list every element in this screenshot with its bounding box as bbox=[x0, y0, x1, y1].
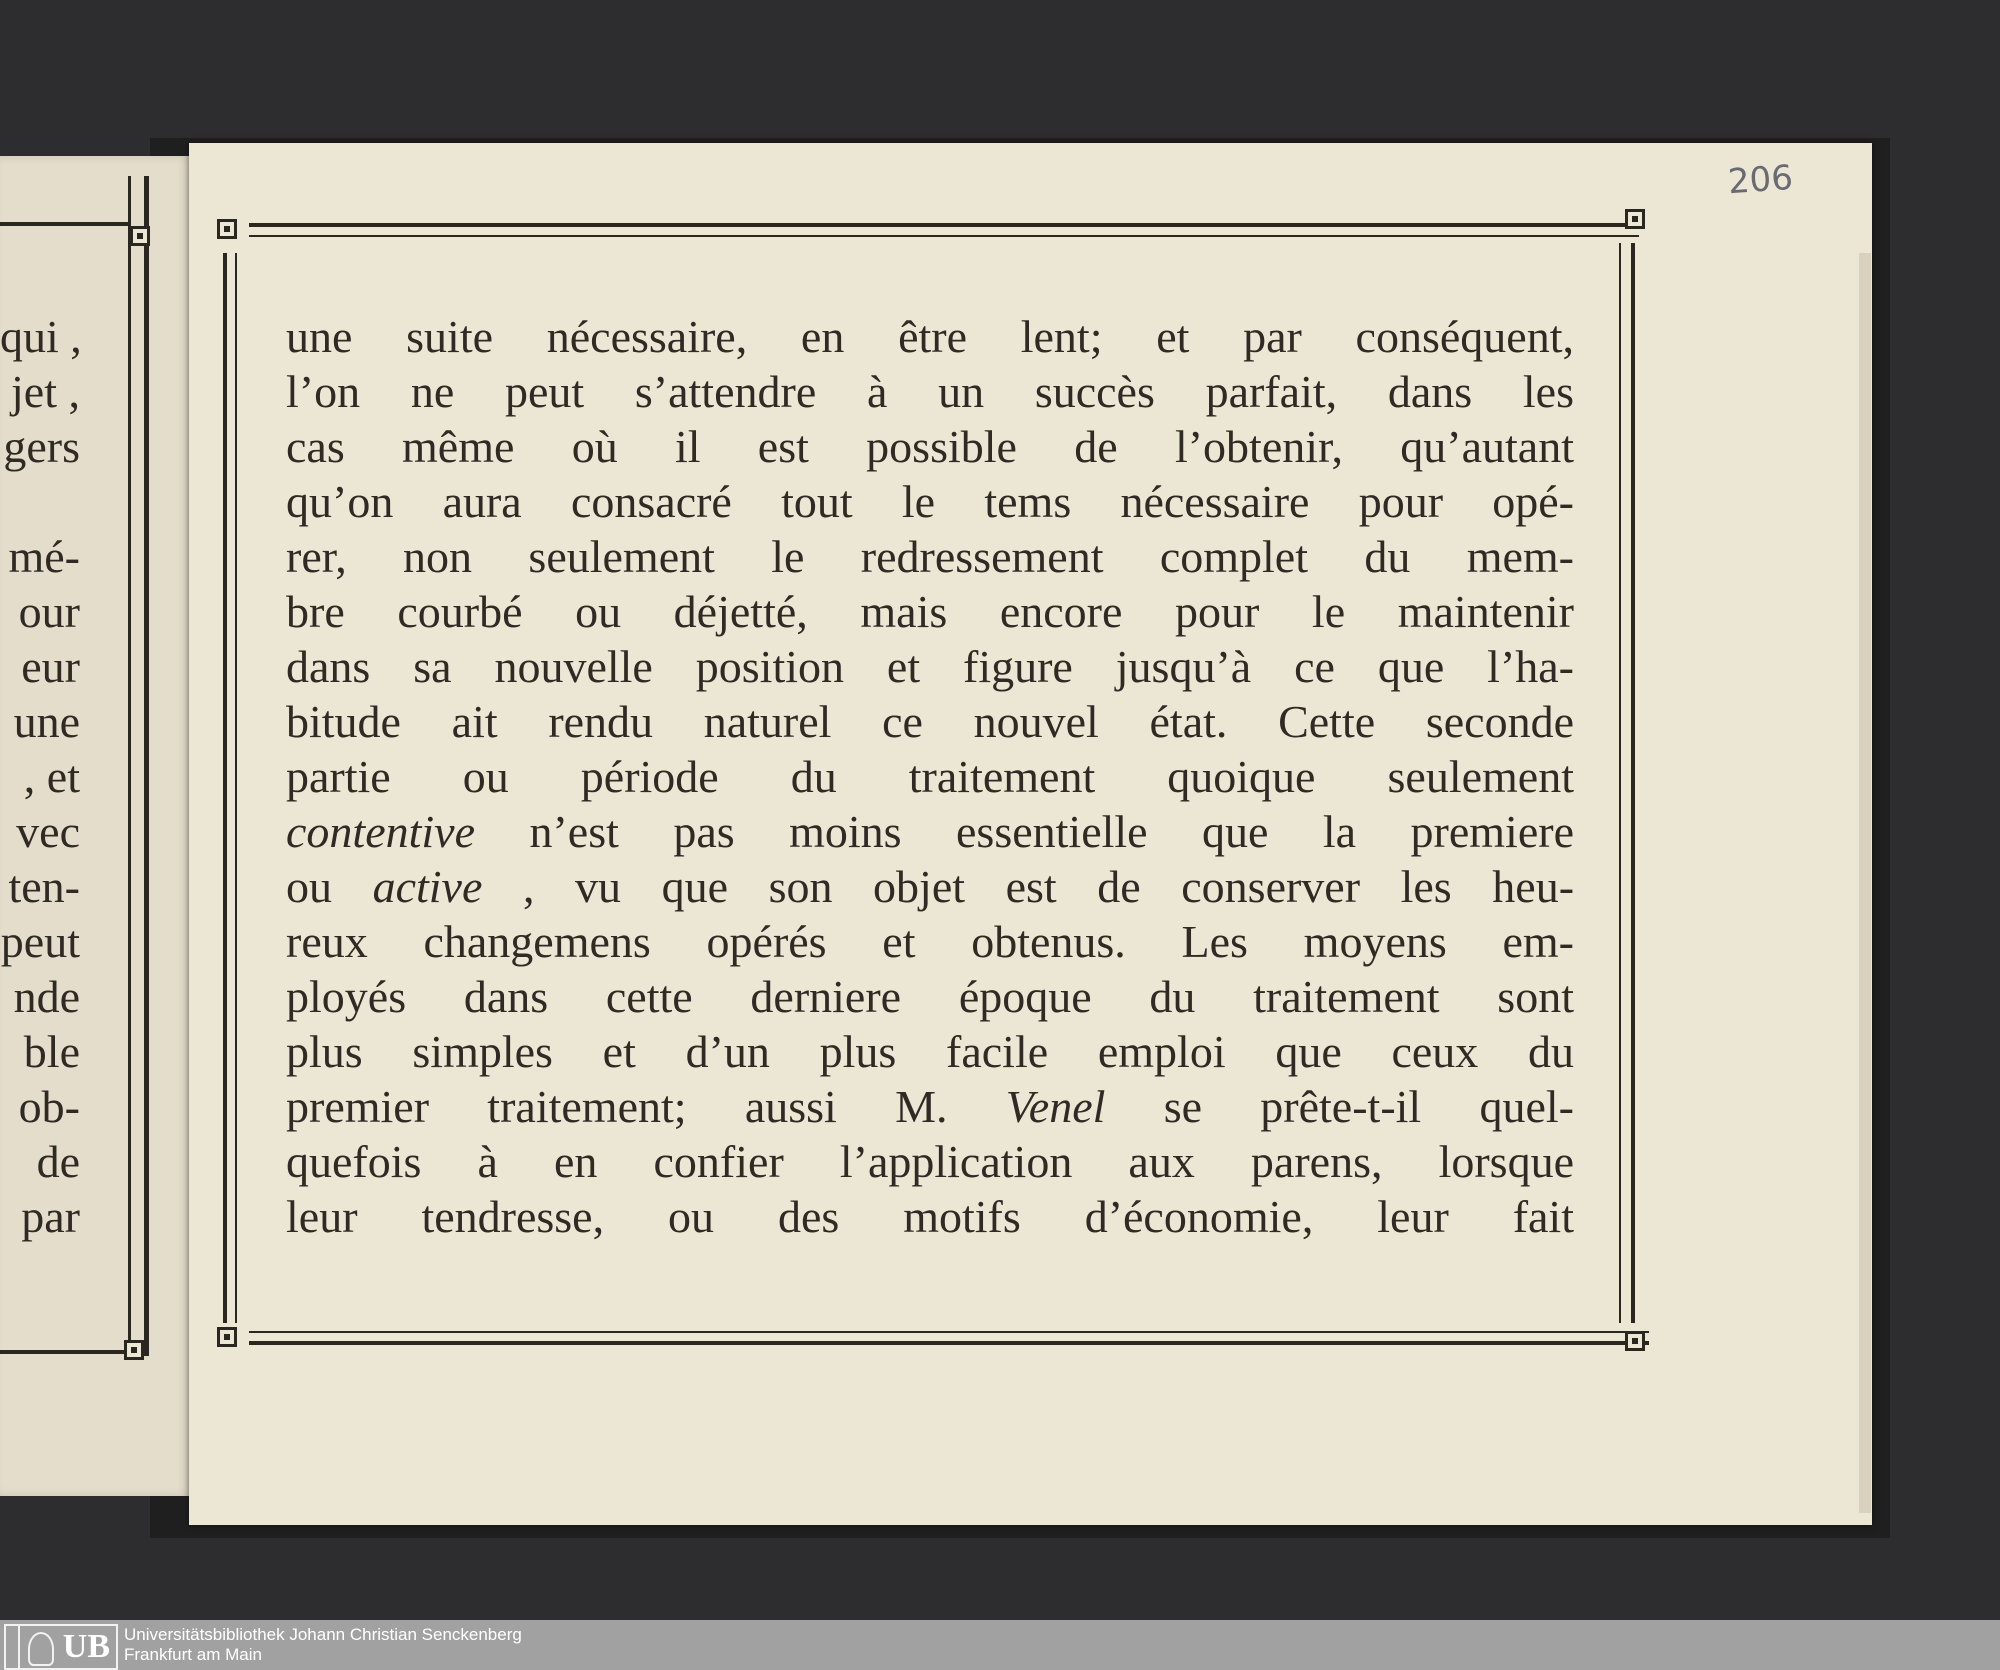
italic-word: active bbox=[372, 861, 483, 912]
left-page-line: nde bbox=[13, 971, 80, 1022]
left-page-line: gers bbox=[3, 421, 80, 472]
text-line bbox=[286, 694, 1574, 749]
frame-right-inner-line bbox=[1619, 243, 1621, 1323]
text-line bbox=[286, 859, 1574, 914]
text-segment: l’on ne peut s’attendre à un succès parfait, dans les bbox=[286, 366, 1574, 417]
page-edge bbox=[1859, 253, 1871, 1513]
main-text-block bbox=[286, 309, 1574, 1244]
text-segment: plus simples et d’un plus facile emploi que ceux du bbox=[286, 1026, 1574, 1077]
left-page-line: peut bbox=[0, 916, 80, 967]
frame-right-outer-line bbox=[1631, 243, 1635, 1323]
frame-bottom-outer-line bbox=[249, 1341, 1649, 1345]
frame-top-inner-line bbox=[249, 235, 1639, 237]
text-line bbox=[286, 529, 1574, 584]
text-segment: rer, non seulement le redressement complet du mem- bbox=[286, 531, 1574, 582]
frame-top-outer-line bbox=[249, 223, 1639, 227]
frame-corner-ornament bbox=[1625, 209, 1645, 229]
left-frame-corner-ornament bbox=[124, 1340, 144, 1360]
frame-corner-ornament bbox=[1625, 1331, 1645, 1351]
logo-columns-icon bbox=[4, 1626, 20, 1668]
text-segment: bitude ait rendu naturel ce nouvel état. Cette seconde bbox=[286, 696, 1574, 747]
text-line bbox=[286, 419, 1574, 474]
left-page-line: jet , bbox=[11, 366, 80, 417]
left-page-line: eur bbox=[21, 641, 80, 692]
italic-word: contentive bbox=[286, 806, 476, 857]
italic-word: Venel bbox=[1005, 1081, 1106, 1132]
left-page-line: ble bbox=[23, 1026, 80, 1077]
text-line bbox=[286, 474, 1574, 529]
left-page-line: de bbox=[36, 1136, 80, 1187]
text-segment: , vu que son objet est de conserver les heu- bbox=[482, 861, 1575, 912]
text-line bbox=[286, 804, 1574, 859]
ub-logo bbox=[4, 1624, 118, 1670]
frame-left-outer-line bbox=[223, 253, 227, 1323]
frame-bottom-inner-line bbox=[249, 1331, 1649, 1333]
text-segment: leur tendresse, ou des motifs d’économie, leur fait bbox=[286, 1191, 1574, 1242]
text-line bbox=[286, 364, 1574, 419]
frame-corner-ornament bbox=[217, 1327, 237, 1347]
text-segment: qu’on aura consacré tout le tems nécessaire pour opé- bbox=[286, 476, 1574, 527]
text-line bbox=[286, 1024, 1574, 1079]
left-frame-inner-line bbox=[128, 176, 131, 1356]
text-segment: cas même où il est possible de l’obtenir, qu’autant bbox=[286, 421, 1574, 472]
text-line bbox=[286, 1189, 1574, 1244]
text-segment: n’est pas moins essentielle que la premiere bbox=[475, 806, 1574, 857]
text-segment: partie ou période du traitement quoique seulement bbox=[286, 751, 1574, 802]
left-page-line: ob- bbox=[18, 1081, 80, 1132]
left-page-line: mé- bbox=[8, 531, 80, 582]
left-page-line: our bbox=[18, 586, 80, 637]
text-segment: ou bbox=[286, 861, 373, 912]
left-frame-top-line bbox=[0, 222, 130, 226]
text-segment: bre courbé ou déjetté, mais encore pour le maintenir bbox=[286, 586, 1574, 637]
left-page-line: par bbox=[21, 1191, 80, 1242]
left-page-line bbox=[0, 474, 80, 529]
text-segment: ployés dans cette derniere époque du traitement sont bbox=[286, 971, 1574, 1022]
text-line bbox=[286, 1079, 1574, 1134]
text-segment: se prête-t-il quel- bbox=[1105, 1081, 1574, 1132]
frame-corner-ornament bbox=[217, 219, 237, 239]
frame-left-inner-line bbox=[235, 253, 237, 1323]
library-name-line2: Frankfurt am Main bbox=[124, 1645, 262, 1664]
left-frame-corner-ornament bbox=[130, 226, 150, 246]
library-name bbox=[124, 1625, 522, 1665]
left-page-line: , et bbox=[23, 751, 80, 802]
left-frame-bottom-line bbox=[0, 1350, 130, 1354]
text-segment: premier traitement; aussi M. bbox=[286, 1081, 1006, 1132]
text-line bbox=[286, 749, 1574, 804]
text-line bbox=[286, 309, 1574, 364]
text-line bbox=[286, 584, 1574, 639]
text-line bbox=[286, 969, 1574, 1024]
text-line bbox=[286, 914, 1574, 969]
left-page-line: qui , bbox=[0, 311, 82, 362]
logo-text: UB bbox=[62, 1628, 110, 1665]
text-segment: reux changemens opérés et obtenus. Les moyens em- bbox=[286, 916, 1574, 967]
text-line bbox=[286, 1134, 1574, 1189]
left-frame-outer-line bbox=[144, 176, 149, 1356]
library-name-line1: Universitätsbibliothek Johann Christian Senckenberg bbox=[124, 1625, 522, 1644]
left-page-line: vec bbox=[16, 806, 80, 857]
left-page-text bbox=[0, 309, 80, 1244]
logo-portrait-icon bbox=[28, 1632, 54, 1666]
left-page-line: ten- bbox=[8, 861, 80, 912]
footer-bar bbox=[0, 1620, 2000, 1670]
text-segment: quefois à en confier l’application aux parens, lorsque bbox=[286, 1136, 1574, 1187]
text-segment: dans sa nouvelle position et figure jusqu’à ce que l’ha- bbox=[286, 641, 1574, 692]
text-segment: une suite nécessaire, en être lent; et par conséquent, bbox=[286, 311, 1574, 362]
left-page-line: une bbox=[13, 696, 80, 747]
text-line bbox=[286, 639, 1574, 694]
handwritten-page-number: 206 bbox=[1726, 157, 1795, 203]
